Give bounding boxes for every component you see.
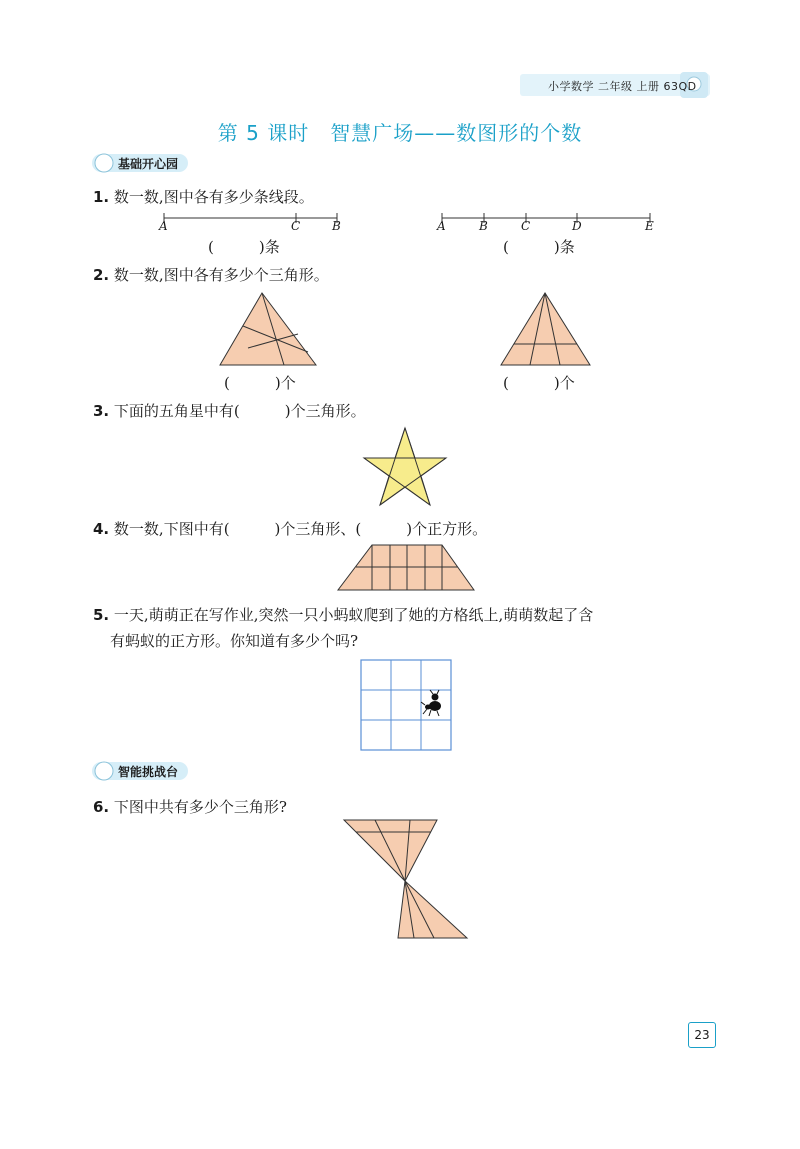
q2-triangle-left: [218, 290, 318, 370]
question-2-number: 2.: [93, 266, 110, 284]
question-5-number: 5.: [93, 606, 110, 624]
question-6: [93, 796, 287, 817]
q1-line2-label-c: C: [521, 219, 531, 233]
question-5-line-1: [93, 604, 593, 625]
q1-line2-label-b: B: [479, 219, 488, 233]
question-2-text: 数一数,图中各有多少个三角形。: [113, 266, 329, 284]
question-4-number: 4.: [93, 520, 110, 538]
q3-star: [362, 426, 448, 508]
q1-line1-label-b: B: [332, 219, 341, 233]
q5-grid: [359, 658, 453, 752]
page-number: 23: [688, 1022, 716, 1048]
section-label-challenge: 智能挑战台: [118, 765, 179, 779]
q1-line2-label-a: A: [437, 219, 446, 233]
q6-hourglass: [342, 818, 470, 942]
question-5-text-1: 一天,萌萌正在写作业,突然一只小蚂蚁爬到了她的方格纸上,萌萌数起了含: [113, 606, 594, 624]
question-3: [93, 400, 366, 421]
page-title: 第 5 课时 智慧广场——数图形的个数: [217, 121, 583, 145]
q2-answer-left: ( )个: [224, 374, 296, 392]
q1-line1-label-c: C: [291, 219, 301, 233]
question-3-text: 下面的五角星中有( )个三角形。: [113, 402, 366, 420]
q1-answer-right: ( )条: [503, 238, 575, 256]
section-label-basic: 基础开心园: [118, 157, 179, 171]
question-1-number: 1.: [93, 188, 110, 206]
q4-trapezoid: [336, 542, 476, 594]
question-2: [93, 264, 329, 285]
question-1-text: 数一数,图中各有多少条线段。: [113, 188, 314, 206]
question-1: [93, 186, 314, 207]
q2-answer-right: ( )个: [503, 374, 575, 392]
q1-segments: [150, 208, 670, 238]
q1-line2-label-e: E: [645, 219, 654, 233]
question-6-text: 下图中共有多少个三角形?: [113, 798, 287, 816]
q2-triangle-right: [498, 290, 594, 370]
question-4-text: 数一数,下图中有( )个三角形、( )个正方形。: [113, 520, 488, 538]
q1-line1-label-a: A: [159, 219, 168, 233]
q1-answer-left: ( )条: [208, 238, 280, 256]
q1-line2-label-d: D: [572, 219, 582, 233]
question-3-number: 3.: [93, 402, 110, 420]
question-5-text-2: 有蚂蚁的正方形。你知道有多少个吗?: [110, 632, 359, 650]
question-4: [93, 518, 487, 539]
header-text: 小学数学 二年级 上册 63QD: [548, 80, 697, 93]
question-6-number: 6.: [93, 798, 110, 816]
